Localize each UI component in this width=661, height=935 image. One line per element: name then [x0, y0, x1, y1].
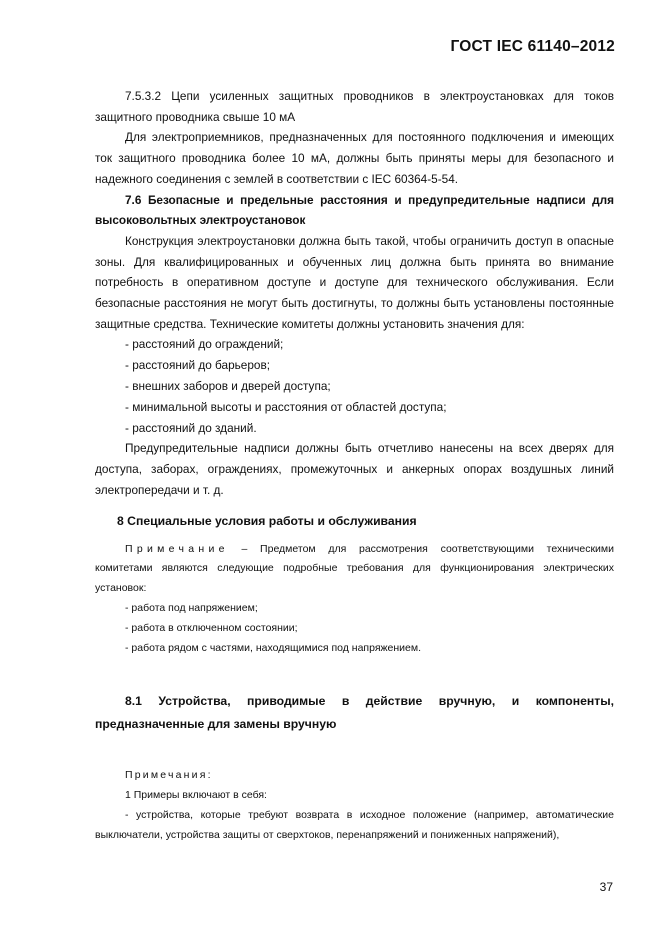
paragraph-7-5-3-2: 7.5.3.2 Цепи усиленных защитных проводников в электроустановках для токов защитного проводника свыше 10 мА: [95, 89, 614, 124]
list-item: - расстояний до зданий.: [125, 420, 257, 435]
note-2-item-2: - устройства, которые требуют возврата в исходное положение (например, автоматические выключатели, устройства защиты от сверхтоков, перенапряжений и пониженных напряжений),: [95, 808, 614, 841]
paragraph-electroreceivers: Для электроприемников, предназначенных для постоянного подключения и имеющих ток защитного проводника более 10 мА, должны быть приняты меры для безопасного и надежного соединения с землей в соответствии с IEC 60364-5-54.: [95, 130, 614, 186]
heading-8: 8 Специальные условия работы и обслуживания: [117, 513, 417, 528]
paragraph-construction: Конструкция электроустановки должна быть такой, чтобы ограничить доступ в опасные зоны. Для квалифицированных и обученных лиц должна быть принята во внимание потребность в оперативном доступе и доступе для технического обслуживания. Если безопасные расстояния не могут быть достигнуты, то должны быть установлены постоянные защитные средства. Технические комитеты должны установить значения для:: [95, 233, 614, 331]
note-1: [95, 540, 614, 599]
page-number: 37: [599, 880, 613, 894]
heading-7-6: 7.6 Безопасные и предельные расстояния и предупредительные надписи для высоковольтных электроустановок: [95, 192, 614, 228]
note-text: – Предметом для рассмотрения соответствующими техническими комитетами являются следующие подробные требования для функционирования электрических установок:: [95, 542, 614, 595]
list-item: - минимальной высоты и расстояния от областей доступа;: [125, 399, 447, 414]
list-item: - расстояний до ограждений;: [125, 337, 284, 352]
note-label: Примечание: [125, 542, 229, 555]
note-2-item-1: 1 Примеры включают в себя:: [125, 789, 267, 802]
distance-list: [95, 334, 614, 438]
document-code-header: ГОСТ IEC 61140–2012: [450, 38, 615, 55]
note-list-item: - работа рядом с частями, находящимися под напряжением.: [125, 641, 422, 654]
heading-8-1: 8.1 Устройства, приводимые в действие вручную, и компоненты,: [125, 694, 614, 709]
notes-label: Примечания:: [125, 769, 213, 782]
page-content: [95, 86, 614, 846]
note-list-item: - работа в отключенном состоянии;: [125, 621, 298, 634]
note-1-list: [95, 599, 614, 658]
note-2-label: [95, 766, 614, 786]
list-item: - расстояний до барьеров;: [125, 358, 271, 373]
note-list-item: - работа под напряжением;: [125, 601, 258, 614]
paragraph-warning-signs: Предупредительные надписи должны быть отчетливо нанесены на всех дверях для доступа, заборах, ограждениях, промежуточных и анкерных опорах воздушных линий электропередачи и т. д.: [95, 441, 614, 497]
heading-8-1-continued: предназначенные для замены вручную: [95, 717, 337, 732]
list-item: - внешних заборов и дверей доступа;: [125, 379, 331, 394]
